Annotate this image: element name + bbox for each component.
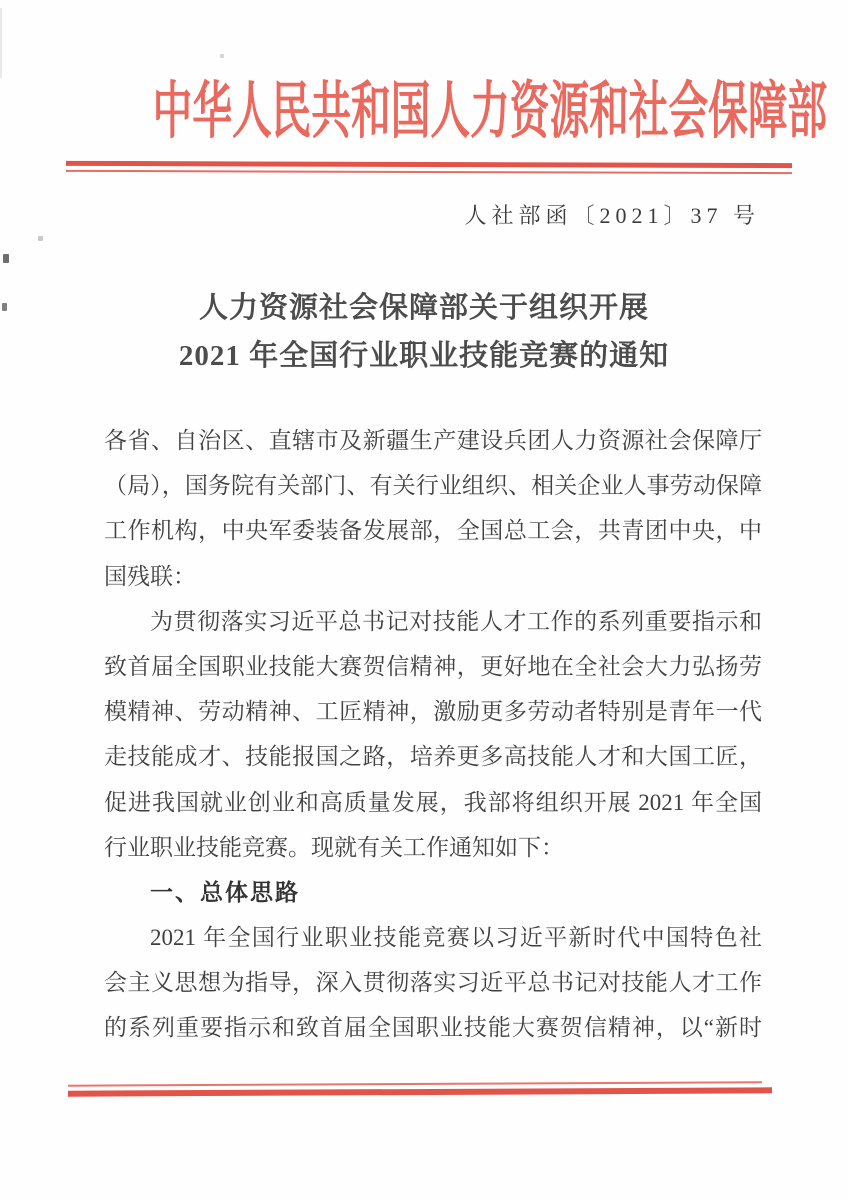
document-title xyxy=(0,284,848,380)
body-line: 工作机构，中央军委装备发展部，全国总工会，共青团中央，中 xyxy=(104,518,762,544)
body-line: 致首届全国职业技能大赛贺信精神，更好地在全社会大力弘扬劳 xyxy=(104,653,762,679)
body-line: 走技能成才、技能报国之路，培养更多高技能人才和大国工匠， xyxy=(104,744,762,770)
document-title-line1: 人力资源社会保障部关于组织开展 xyxy=(198,292,649,324)
body-line: 国残联： xyxy=(104,563,196,589)
scan-speck xyxy=(220,54,224,58)
letterhead-rule-thin xyxy=(66,170,792,174)
body-line: 促进我国就业创业和高质量发展，我部将组织开展 2021 年全国 xyxy=(104,789,762,815)
body-line: 行业职业技能竞赛。现就有关工作通知如下： xyxy=(104,834,564,860)
body-line: 2021 年全国行业职业技能竞赛以习近平新时代中国特色社 xyxy=(150,925,762,951)
letterhead-rule-thick xyxy=(66,161,792,168)
body-line: 会主义思想为指导，深入贯彻落实习近平总书记对技能人才工作 xyxy=(104,970,762,996)
document-number: 人社部函〔2021〕37 号 xyxy=(464,203,760,228)
scan-edge-streak xyxy=(0,8,2,78)
document-body xyxy=(104,418,762,1051)
document-title-line2: 2021 年全国行业职业技能竞赛的通知 xyxy=(178,340,670,372)
section-heading: 一、总体思路 xyxy=(150,878,300,905)
body-line: 的系列重要指示和致首届全国职业技能大赛贺信精神，以“新时 xyxy=(104,1015,762,1041)
footer-rule-thin xyxy=(68,1081,762,1086)
body-line: 模精神、劳动精神、工匠精神，激励更多劳动者特别是青年一代 xyxy=(104,699,762,725)
body-line: （局），国务院有关部门、有关行业组织、相关企业人事劳动保障 xyxy=(104,473,762,499)
letterhead-org-name: 中华人民共和国人力资源和社会保障部 xyxy=(152,78,828,146)
scan-speck xyxy=(3,254,9,263)
footer-rule-thick xyxy=(68,1087,772,1096)
body-line: 为贯彻落实习近平总书记对技能人才工作的系列重要指示和 xyxy=(150,608,762,634)
scan-speck xyxy=(38,236,43,241)
body-line: 各省、自治区、直辖市及新疆生产建设兵团人力资源社会保障厅 xyxy=(104,428,762,453)
